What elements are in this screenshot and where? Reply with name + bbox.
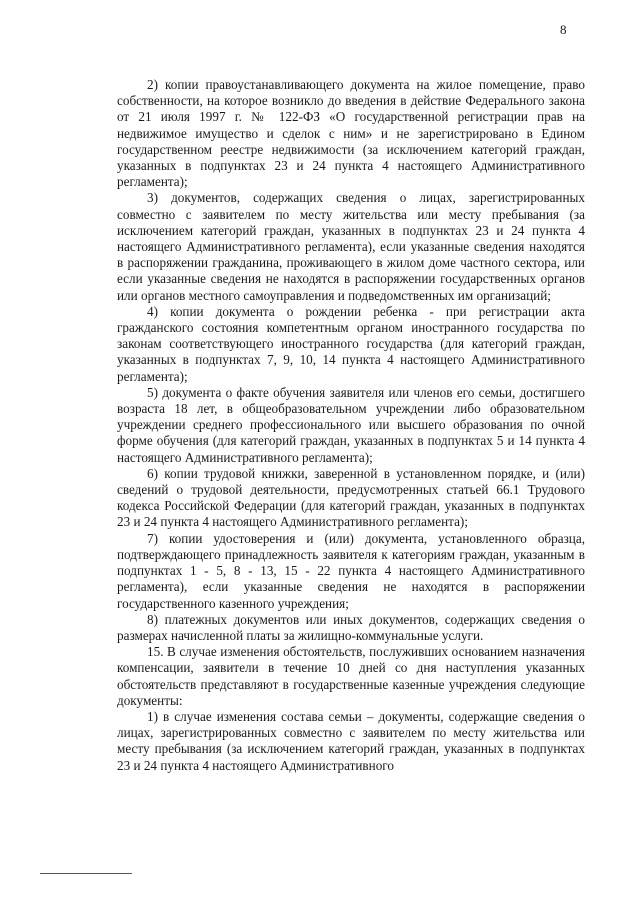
paragraph-item-7: 7) копии удостоверения и (или) документа, установленного образца, подтверждающего принадлежность заявителя к категориям граждан, указанным в подпунктах 1 - 5, 8 - 13, 15 - 22 пункта 4 настоящего Административного регламента), если указанные сведения не находятся в распоряжении государственного казенного учреждения;: [117, 530, 585, 611]
document-body: [117, 77, 585, 774]
paragraph-item-6: 6) копии трудовой книжки, заверенной в установленном порядке, и (или) сведений о трудовой деятельности, предусмотренных статьей 66.1 Трудового кодекса Российской Федерации (для категорий граждан, указанных в подпунктах 23 и 24 пункта 4 настоящего Административного регламента);: [117, 465, 585, 530]
page-number: 8: [560, 22, 567, 37]
paragraph-item-8: 8) платежных документов или иных документов, содержащих сведения о размерах начисленной платы за жилищно-коммунальные услуги.: [117, 611, 585, 643]
footnote-separator: [40, 873, 132, 874]
paragraph-item-2: 2) копии правоустанавливающего документа на жилое помещение, право собственности, на которое возникло до введения в действие Федерального закона от 21 июля 1997 г. № 122-ФЗ «О государственной регистрации прав на недвижимое имущество и сделок с ним» и не зарегистрировано в Едином государственном реестре недвижимости (за исключением категорий граждан, указанных в подпунктах 23 и 24 пункта 4 настоящего Административного регламента);: [117, 77, 585, 190]
paragraph-item-5: 5) документа о факте обучения заявителя или членов его семьи, достигшего возраста 18 лет, в общеобразовательном учреждении либо образовательном учреждении среднего профессионального или высшего образования по очной форме обучения (для категорий граждан, указанных в подпунктах 5 и 14 пункта 4 настоящего Административного регламента);: [117, 384, 585, 465]
paragraph-subitem-1: 1) в случае изменения состава семьи – документы, содержащие сведения о лицах, зарегистрированных совместно с заявителем по месту жительства или месту пребывания (за исключением категорий граждан, указанных в подпунктах 23 и 24 пункта 4 настоящего Административного: [117, 708, 585, 773]
paragraph-item-4: 4) копии документа о рождении ребенка - при регистрации акта гражданского состояния компетентным органом иностранного государства по законам соответствующего иностранного государства (для категорий граждан, указанных в подпунктах 7, 9, 10, 14 пункта 4 настоящего Административного регламента);: [117, 303, 585, 384]
paragraph-item-3: 3) документов, содержащих сведения о лицах, зарегистрированных совместно с заявителем по месту жительства или месту пребывания (за исключением категорий граждан, указанных в подпунктах 23 и 24 пункта 4 настоящего Административного регламента), если указанные сведения находятся в распоряжении гражданина, проживающего в жилом доме частного сектора, или если указанные сведения не находятся в распоряжении государственных органов или органов местного самоуправления и подведомственных им организаций;: [117, 190, 585, 303]
paragraph-section-15: 15. В случае изменения обстоятельств, послуживших основанием назначения компенсации, заявители в течение 10 дней со дня наступления указанных обстоятельств представляют в государственные казенные учреждения следующие документы:: [117, 644, 585, 708]
